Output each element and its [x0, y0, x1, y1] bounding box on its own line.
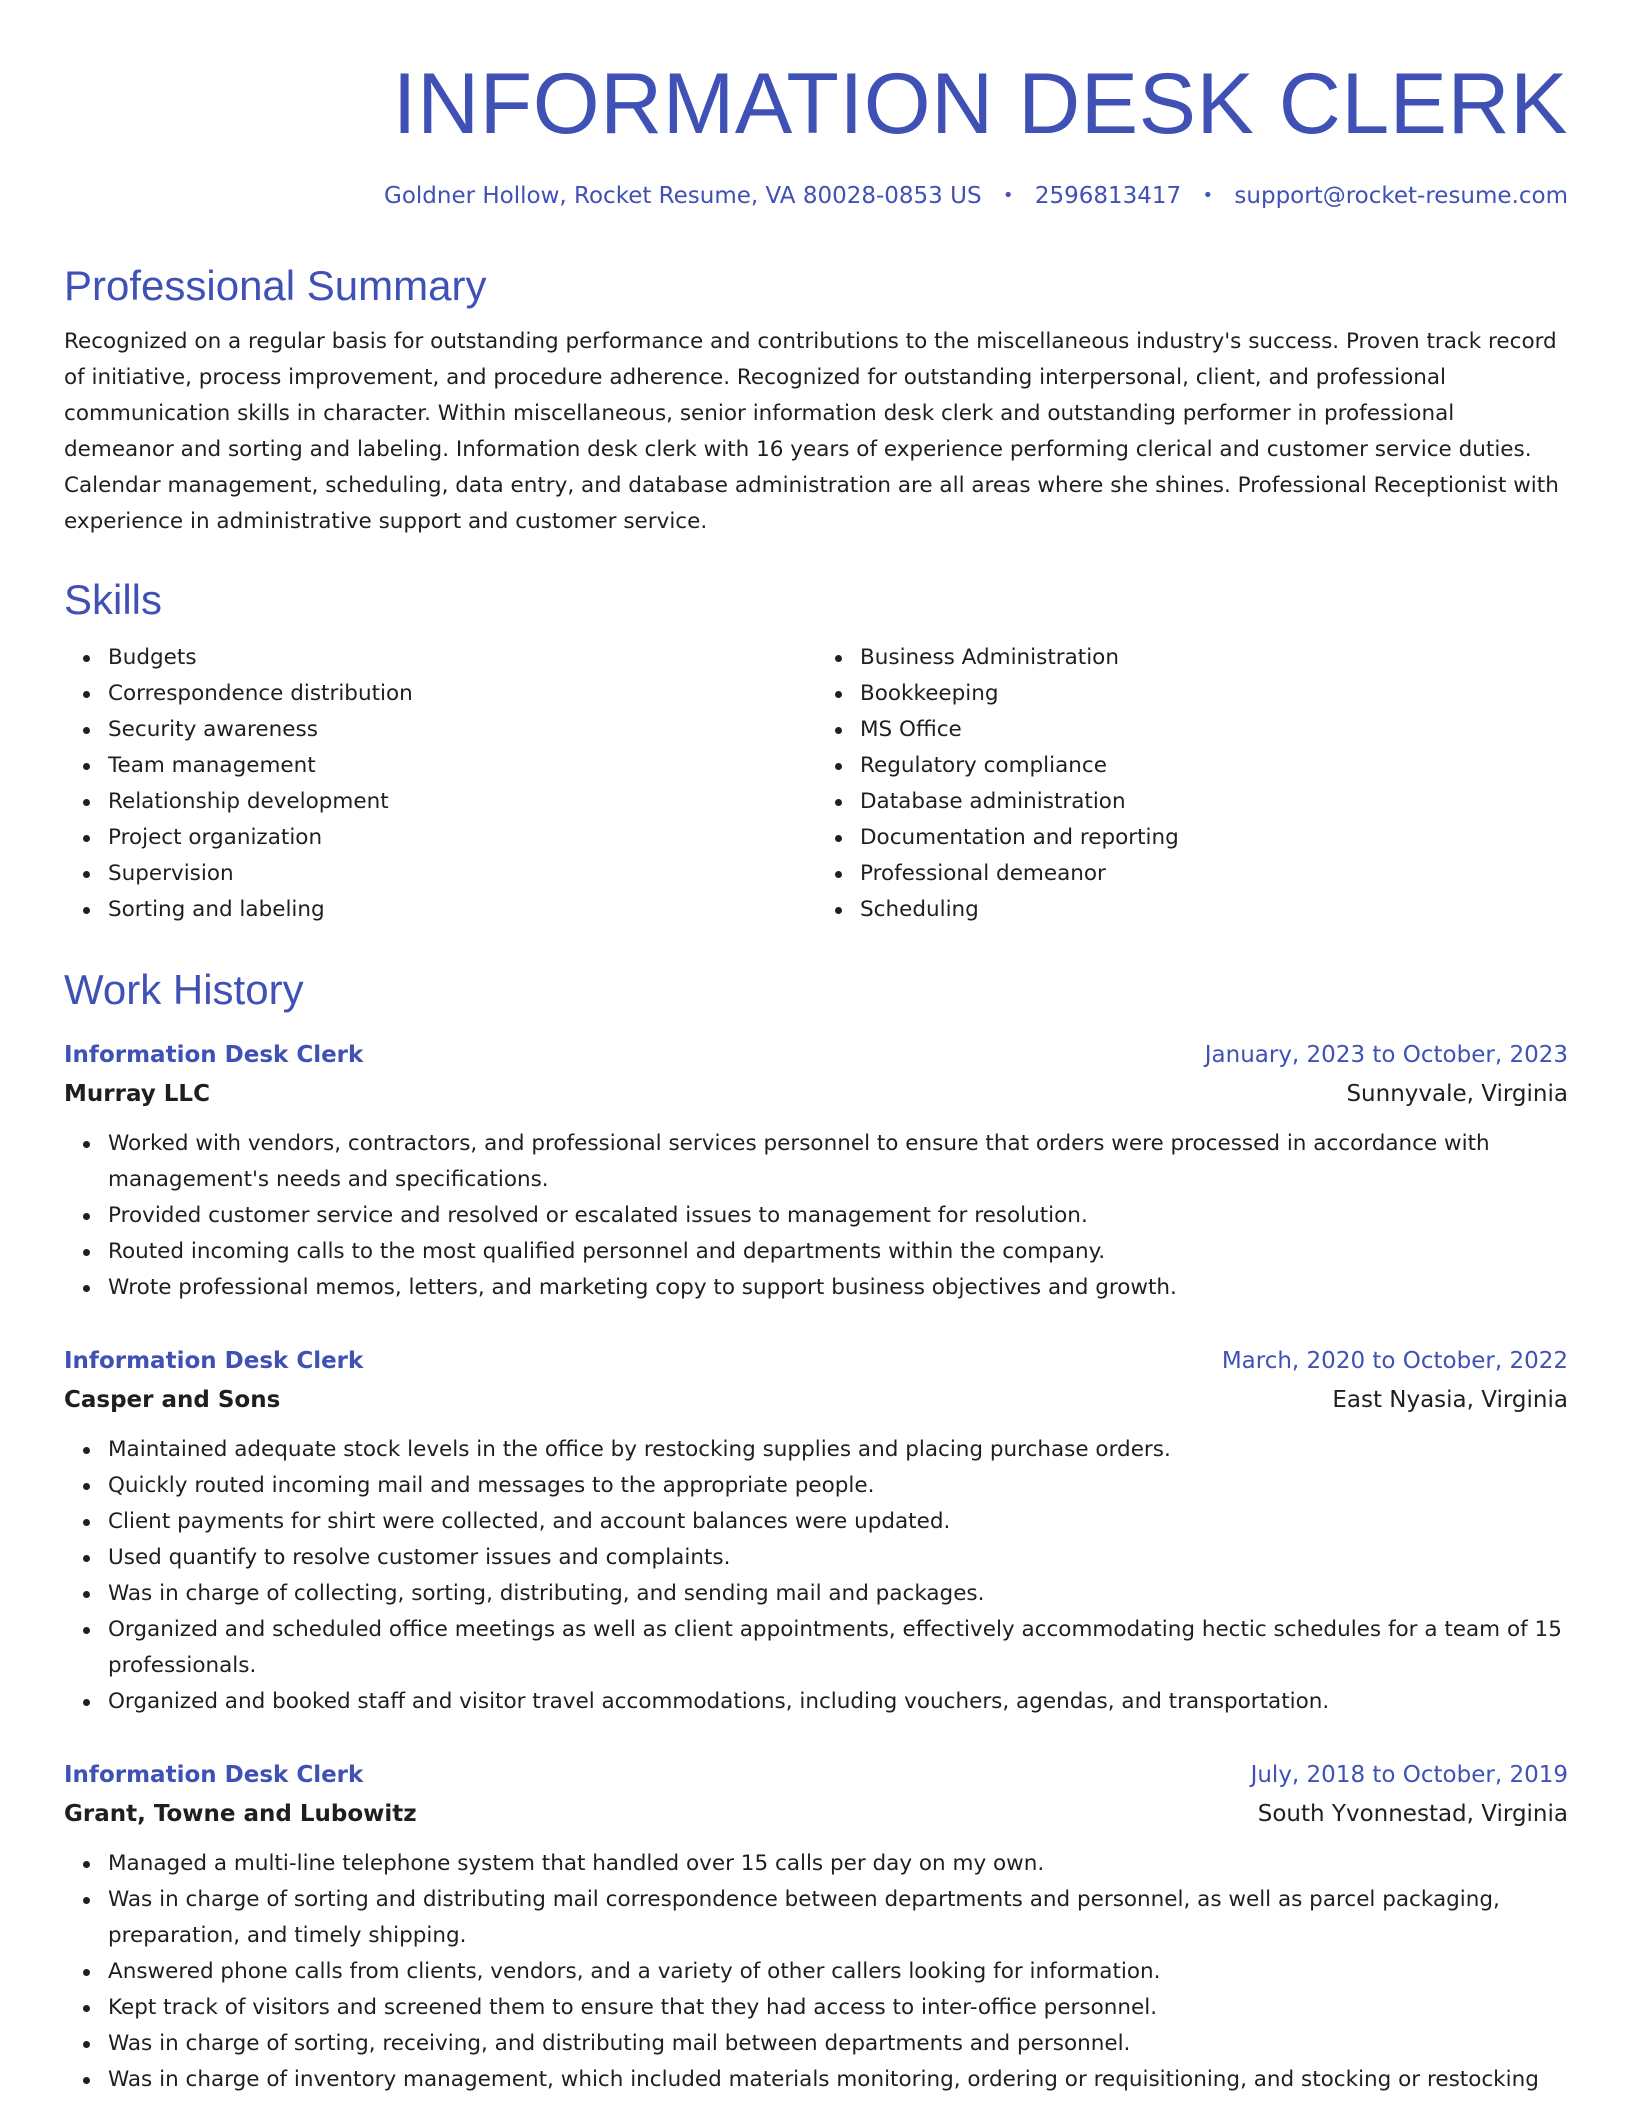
job-dates: January, 2023 to October, 2023 [1204, 1042, 1568, 1068]
job-bullet: Was in charge of collecting, sorting, distributing, and sending mail and packages. [108, 1576, 1568, 1612]
job-bullet: Provided customer service and resolved or escalated issues to management for resolution. [108, 1198, 1568, 1234]
job-title: Information Desk Clerk [64, 1042, 364, 1068]
skill-item: Sorting and labeling [108, 892, 816, 928]
skill-item: Correspondence distribution [108, 676, 816, 712]
job-bullet: Answered phone calls from clients, vendors, and a variety of other callers looking for information. [108, 1954, 1568, 1990]
skill-item: Documentation and reporting [860, 820, 1568, 856]
job-bullet: Client payments for shirt were collected, and account balances were updated. [108, 1504, 1568, 1540]
job-entry [64, 1036, 1568, 1306]
job-bullets [64, 1432, 1568, 1720]
job-bullets [64, 1846, 1568, 2098]
job-header-row [64, 1342, 1568, 1380]
job-bullet: Was in charge of sorting and distributing mail correspondence between departments and personnel, as well as parcel packaging, preparation, and timely shipping. [108, 1882, 1568, 1954]
job-bullet: Quickly routed incoming mail and messages to the appropriate people. [108, 1468, 1568, 1504]
skills-columns [64, 640, 1568, 928]
job-dates: March, 2020 to October, 2022 [1221, 1348, 1568, 1374]
job-title: Information Desk Clerk [64, 1762, 364, 1788]
summary-section [64, 260, 1568, 540]
job-bullet: Maintained adequate stock levels in the office by restocking supplies and placing purchase orders. [108, 1432, 1568, 1468]
job-dates: July, 2018 to October, 2019 [1250, 1762, 1568, 1788]
work-heading: Work History [64, 966, 304, 1013]
job-bullet: Organized and booked staff and visitor travel accommodations, including vouchers, agendas, and transportation. [108, 1684, 1568, 1720]
job-location: Sunnyvale, Virginia [1346, 1081, 1568, 1107]
skills-heading: Skills [64, 576, 163, 623]
skills-list-left [64, 640, 816, 928]
skill-item: Business Administration [860, 640, 1568, 676]
skill-item: Bookkeeping [860, 676, 1568, 712]
job-location: East Nyasia, Virginia [1332, 1387, 1568, 1413]
skill-item: Budgets [108, 640, 816, 676]
skill-item: Security awareness [108, 712, 816, 748]
skill-item: MS Office [860, 712, 1568, 748]
job-bullet: Wrote professional memos, letters, and marketing copy to support business objectives and growth. [108, 1270, 1568, 1306]
job-header-row [64, 1756, 1568, 1794]
job-company-row [64, 1074, 1568, 1114]
skill-item: Supervision [108, 856, 816, 892]
job-header-row [64, 1036, 1568, 1074]
candidate-name: INFORMATION DESK CLERK [392, 56, 1568, 152]
job-entry [64, 1342, 1568, 1720]
contact-line [384, 180, 1568, 212]
contact-address: Goldner Hollow, Rocket Resume, VA 80028-0853 US [384, 183, 982, 209]
job-company: Murray LLC [64, 1081, 210, 1107]
skill-item: Team management [108, 748, 816, 784]
contact-phone: 2596813417 [1034, 183, 1182, 209]
contact-separator: • [1002, 185, 1014, 206]
job-bullet: Kept track of visitors and screened them to ensure that they had access to inter-office personnel. [108, 1990, 1568, 2026]
skill-item: Relationship development [108, 784, 816, 820]
work-section [64, 964, 1568, 1016]
skill-item: Professional demeanor [860, 856, 1568, 892]
job-company: Grant, Towne and Lubowitz [64, 1801, 417, 1827]
job-bullet: Routed incoming calls to the most qualified personnel and departments within the company. [108, 1234, 1568, 1270]
job-company: Casper and Sons [64, 1387, 281, 1413]
job-bullets [64, 1126, 1568, 1306]
skill-item: Database administration [860, 784, 1568, 820]
job-bullet: Used quantify to resolve customer issues and complaints. [108, 1540, 1568, 1576]
skill-item: Regulatory compliance [860, 748, 1568, 784]
job-bullet: Organized and scheduled office meetings as well as client appointments, effectively accommodating hectic schedules for a team of 15 professionals. [108, 1612, 1568, 1684]
job-location: South Yvonnestad, Virginia [1257, 1801, 1568, 1827]
job-company-row [64, 1794, 1568, 1834]
job-bullet: Was in charge of sorting, receiving, and distributing mail between departments and personnel. [108, 2026, 1568, 2062]
summary-text: Recognized on a regular basis for outstanding performance and contributions to the miscellaneous industry's success. Proven track record of initiative, process improvement, and procedure adherence. Recognized for outstanding interpersonal, client, and professional communication skills in character. Within miscellaneous, senior information desk clerk and outstanding performer in professional demeanor and sorting and labeling. Information desk clerk with 16 years of experience performing clerical and customer service duties. Calendar management, scheduling, data entry, and database administration are all areas where she shines. Professional Receptionist with experience in administrative support and customer service. [64, 329, 1559, 534]
summary-heading: Professional Summary [64, 262, 487, 309]
job-bullet: Managed a multi-line telephone system that handled over 15 calls per day on my own. [108, 1846, 1568, 1882]
job-company-row [64, 1380, 1568, 1420]
contact-email: support@rocket-resume.com [1234, 183, 1568, 209]
contact-separator: • [1202, 185, 1214, 206]
skills-section [64, 574, 1568, 928]
job-bullet: Worked with vendors, contractors, and professional services personnel to ensure that orders were processed in accordance with management's needs and specifications. [108, 1126, 1568, 1198]
skill-item: Scheduling [860, 892, 1568, 928]
skills-list-right [816, 640, 1568, 928]
job-entry [64, 1756, 1568, 2098]
job-bullet: Was in charge of inventory management, which included materials monitoring, ordering or requisitioning, and stocking or restocking [108, 2062, 1568, 2098]
job-title: Information Desk Clerk [64, 1348, 364, 1374]
skill-item: Project organization [108, 820, 816, 856]
